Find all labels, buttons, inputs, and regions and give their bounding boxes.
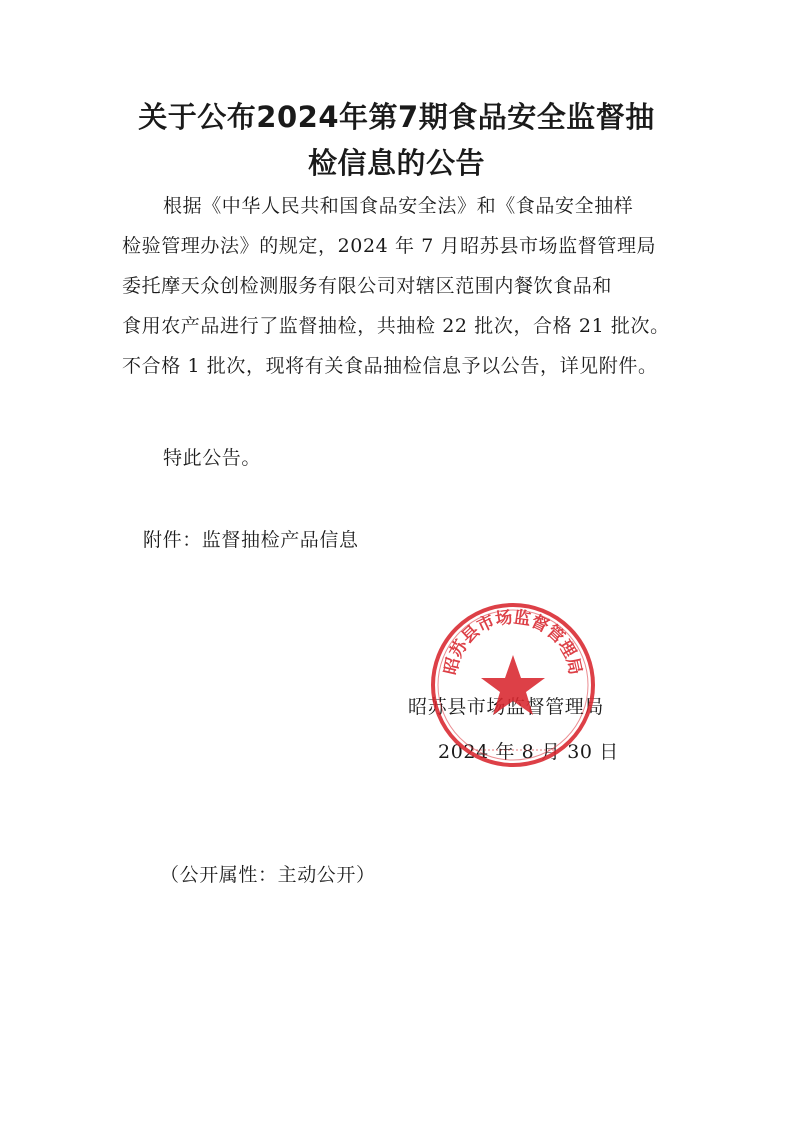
body-paragraph-line: 检验管理办法》的规定，2024 年 7 月昭苏县市场监督管理局	[122, 235, 657, 257]
body-paragraph-line: 食用农产品进行了监督抽检，共抽检 22 批次，合格 21 批次。	[122, 315, 670, 337]
disclosure-attribute: （公开属性：主动公开）	[160, 864, 376, 886]
issue-date: 2024 年 8 月 30 日	[438, 741, 619, 763]
closing-statement: 特此公告。	[163, 447, 262, 469]
attachment-note: 附件：监督抽检产品信息	[143, 529, 359, 551]
body-paragraph-line: 委托摩天众创检测服务有限公司对辖区范围内餐饮食品和	[122, 275, 613, 297]
issuing-organization: 昭苏县市场监督管理局	[408, 696, 605, 718]
official-seal-icon	[428, 600, 598, 770]
body-paragraph-line: 不合格 1 批次，现将有关食品抽检信息予以公告，详见附件。	[122, 355, 658, 377]
body-paragraph-line: 根据《中华人民共和国食品安全法》和《食品安全抽样	[163, 195, 634, 217]
seal-text: 昭苏县市场监督管理局	[440, 607, 586, 677]
document-title-line-1: 关于公布2024年第7期食品安全监督抽	[138, 100, 655, 134]
document-title-line-2: 检信息的公告	[307, 146, 485, 180]
